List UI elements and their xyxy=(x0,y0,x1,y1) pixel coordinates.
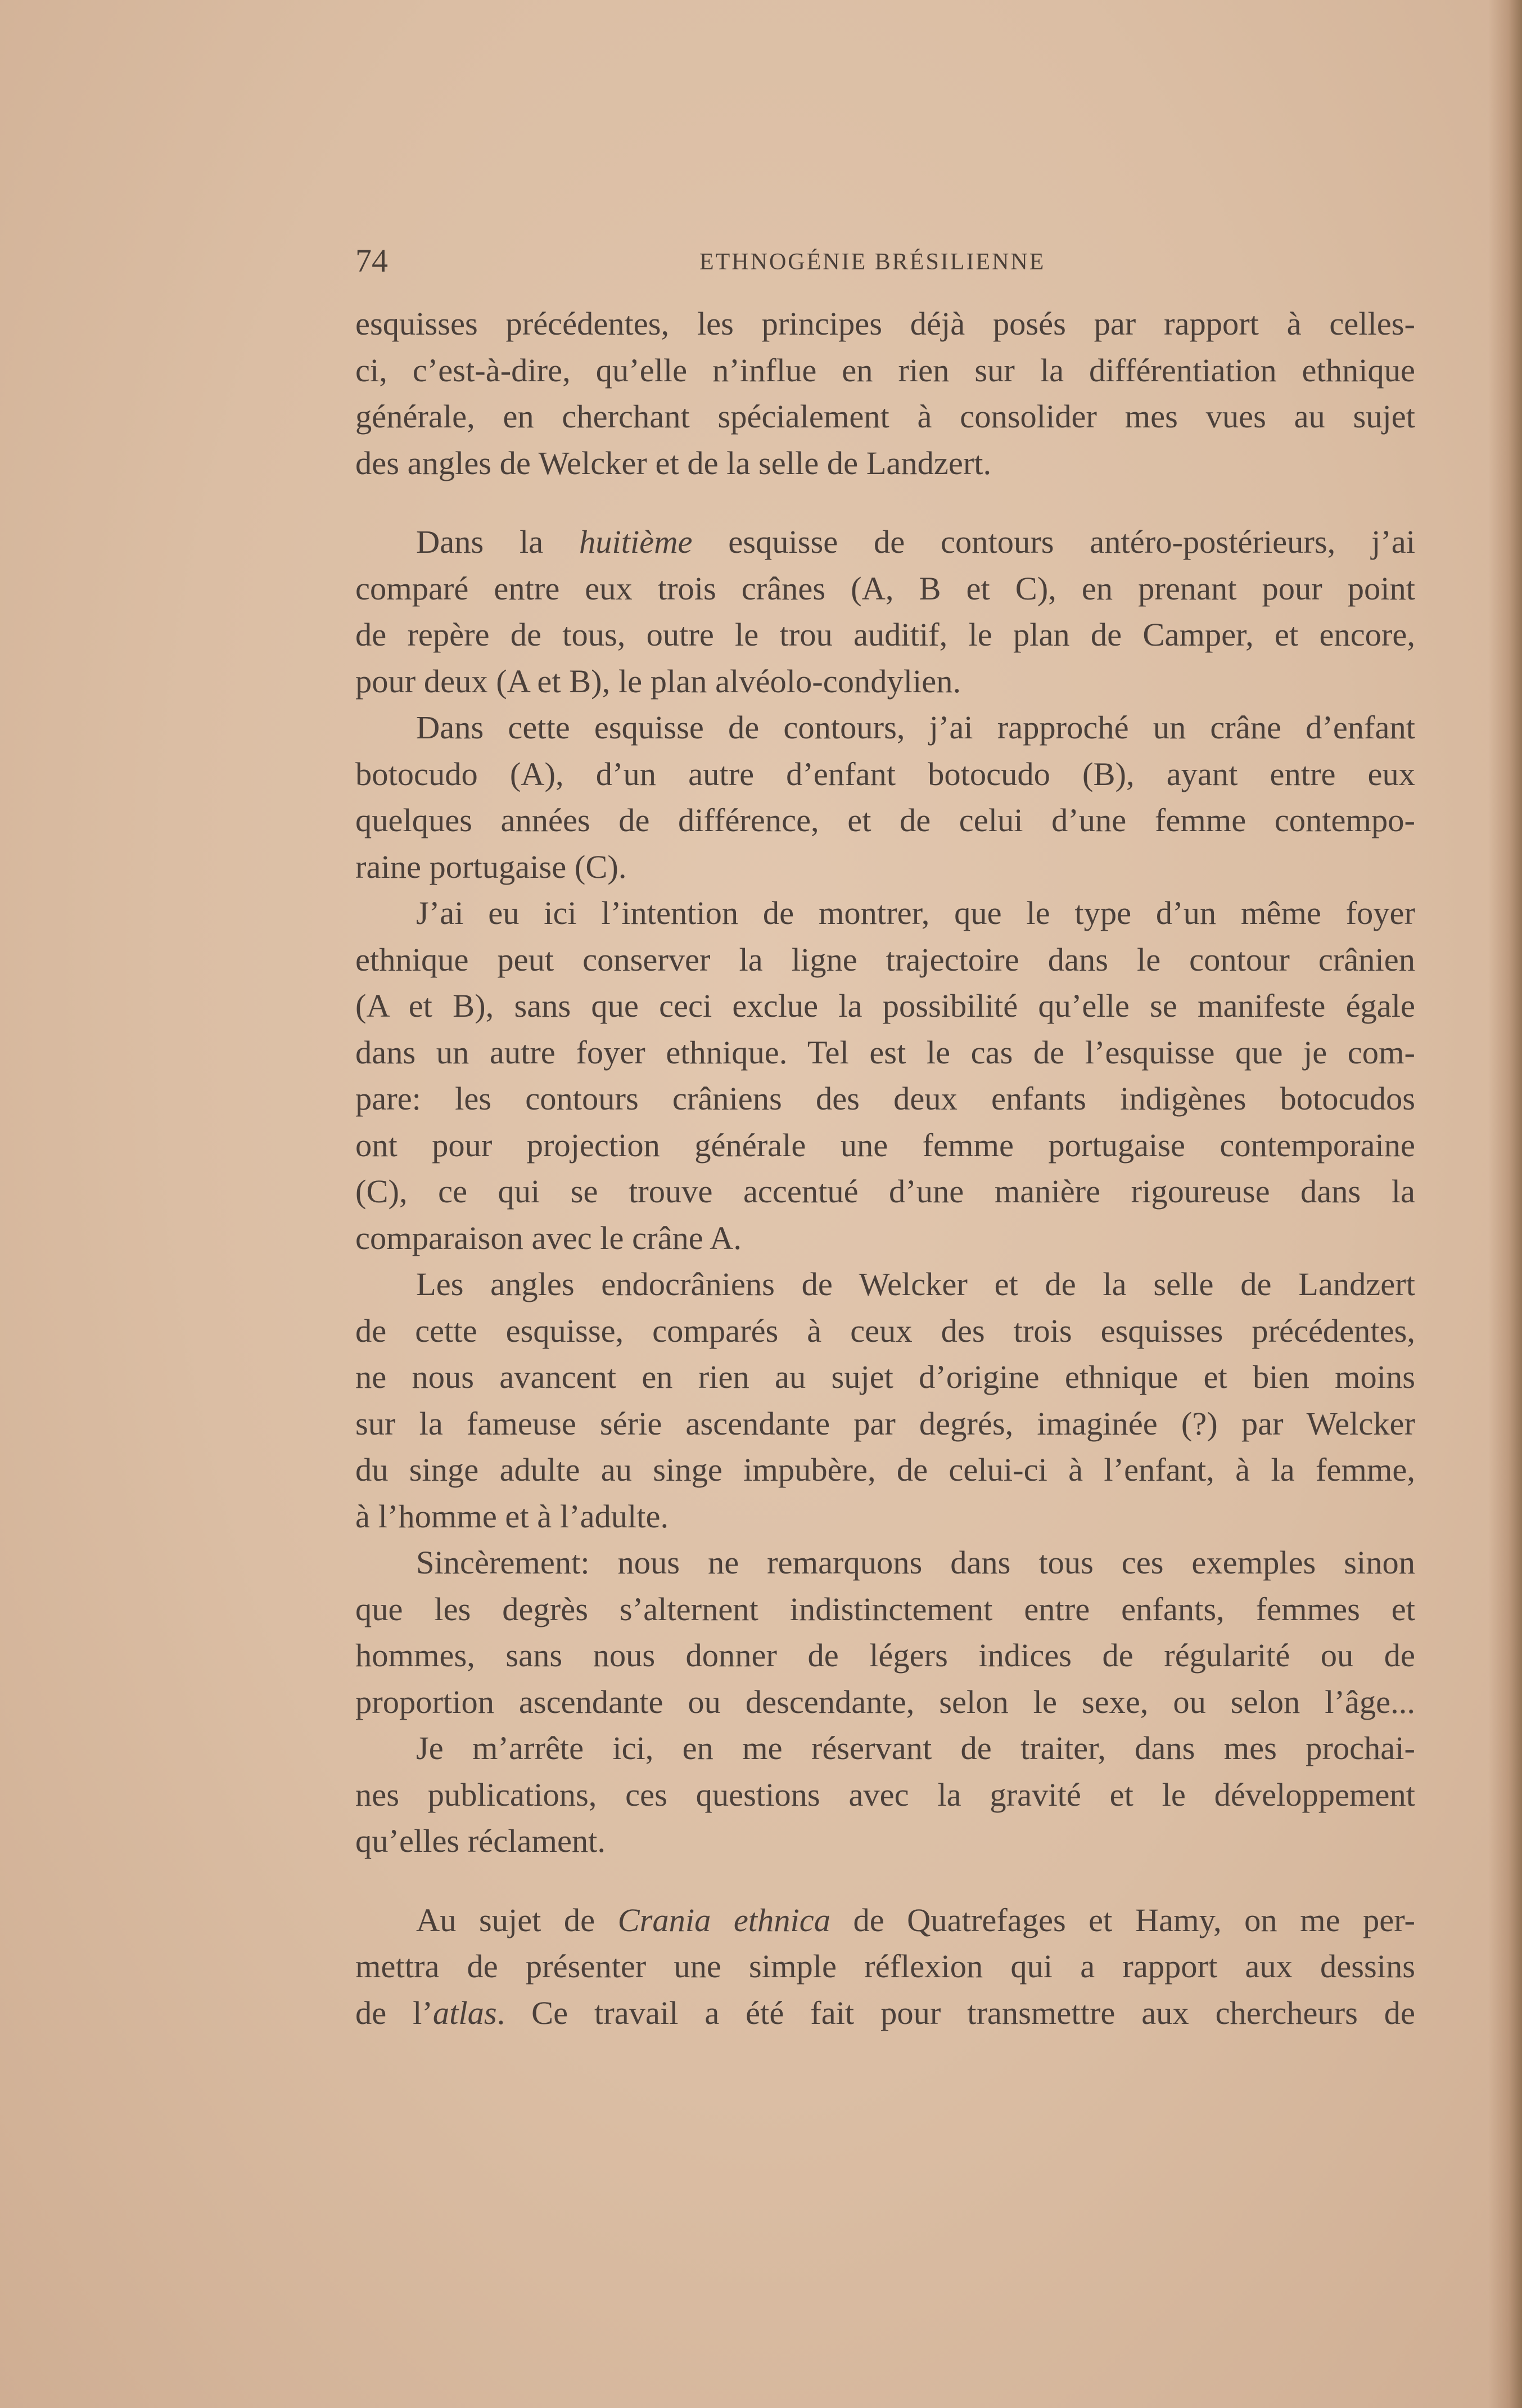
text-line: nes publications, ces questions avec la gravité et le développement xyxy=(355,1776,1415,1813)
text-line: de repère de tous, outre le trou auditif, le plan de Camper, et encore, xyxy=(355,616,1415,653)
italic-text: huitième xyxy=(579,524,693,560)
text-line: Dans la huitième esquisse de contours antéro-postérieurs, j’ai xyxy=(416,524,1415,560)
text-line: qu’elles réclament. xyxy=(355,1823,606,1859)
text-line: ethnique peut conserver la ligne trajectoire dans le contour crânien xyxy=(355,941,1415,978)
text-line: comparaison avec le crâne A. xyxy=(355,1219,742,1256)
text-line: quelques années de différence, et de celui d’une femme contempo- xyxy=(355,802,1415,838)
text-line: ne nous avancent en rien au sujet d’origine ethnique et bien moins xyxy=(355,1359,1415,1395)
italic-text: atlas xyxy=(432,1994,497,2031)
section-gap xyxy=(355,486,1415,519)
page-header xyxy=(355,242,1415,281)
section-gap xyxy=(355,1865,1415,1897)
body-text xyxy=(355,301,1415,2036)
text-line: raine portugaise (C). xyxy=(355,848,627,885)
text-line: esquisses précédentes, les principes déjà posés par rapport à celles- xyxy=(355,305,1415,342)
italic-text: Crania ethnica xyxy=(617,1901,831,1938)
text-line: botocudo (A), d’un autre d’enfant botocudo (B), ayant entre eux xyxy=(355,755,1415,792)
text-line: (A et B), sans que ceci exclue la possibilité qu’elle se manifeste égale xyxy=(355,987,1415,1024)
text-line: Au sujet de Crania ethnica de Quatrefages et Hamy, on me per- xyxy=(416,1901,1415,1938)
text-line: hommes, sans nous donner de légers indices de régularité ou de xyxy=(355,1637,1415,1674)
text-line: des angles de Welcker et de la selle de Landzert. xyxy=(355,444,992,481)
text-line: que les degrès s’alternent indistinctement entre enfants, femmes et xyxy=(355,1590,1415,1627)
text-line: proportion ascendante ou descendante, selon le sexe, ou selon l’âge... xyxy=(355,1683,1415,1720)
text-line: (C), ce qui se trouve accentué d’une manière rigoureuse dans la xyxy=(355,1173,1415,1210)
page-number: 74 xyxy=(355,242,388,279)
text-line: Les angles endocrâniens de Welcker et de la selle de Landzert xyxy=(416,1266,1415,1302)
page-edge xyxy=(1488,0,1522,2408)
text-line: comparé entre eux trois crânes (A, B et C), en prenant pour point xyxy=(355,570,1415,607)
text-line: Je m’arrête ici, en me réservant de traiter, dans mes prochai- xyxy=(416,1730,1415,1766)
text-line: de cette esquisse, comparés à ceux des trois esquisses précédentes, xyxy=(355,1312,1415,1349)
text-line: pour deux (A et B), le plan alvéolo-condylien. xyxy=(355,662,961,700)
text-line: ont pour projection générale une femme portugaise contemporaine xyxy=(355,1126,1415,1164)
text-line: sur la fameuse série ascendante par degrés, imaginée (?) par Welcker xyxy=(355,1405,1415,1442)
text-line: générale, en cherchant spécialement à consolider mes vues au sujet xyxy=(355,398,1415,435)
text-line: du singe adulte au singe impubère, de celui-ci à l’enfant, à la femme, xyxy=(355,1451,1415,1488)
text-line: de l’atlas. Ce travail a été fait pour transmettre aux chercheurs de xyxy=(355,1994,1416,2031)
text-line: mettra de présenter une simple réflexion qui a rapport aux dessins xyxy=(355,1948,1415,1985)
running-title: ETHNOGÉNIE BRÉSILIENNE xyxy=(699,249,1046,275)
text-line: à l’homme et à l’adulte. xyxy=(355,1498,669,1535)
text-line: Sincèrement: nous ne remarquons dans tous ces exemples sinon xyxy=(416,1544,1415,1581)
text-line: ci, c’est-à-dire, qu’elle n’influe en rien sur la différentiation ethnique xyxy=(355,351,1415,389)
text-line: dans un autre foyer ethnique. Tel est le cas de l’esquisse que je com- xyxy=(355,1034,1415,1071)
text-line: pare: les contours crâniens des deux enfants indigènes botocudos xyxy=(355,1080,1415,1117)
text-line: J’ai eu ici l’intention de montrer, que le type d’un même foyer xyxy=(416,895,1415,931)
text-line: Dans cette esquisse de contours, j’ai rapproché un crâne d’enfant xyxy=(416,709,1415,746)
